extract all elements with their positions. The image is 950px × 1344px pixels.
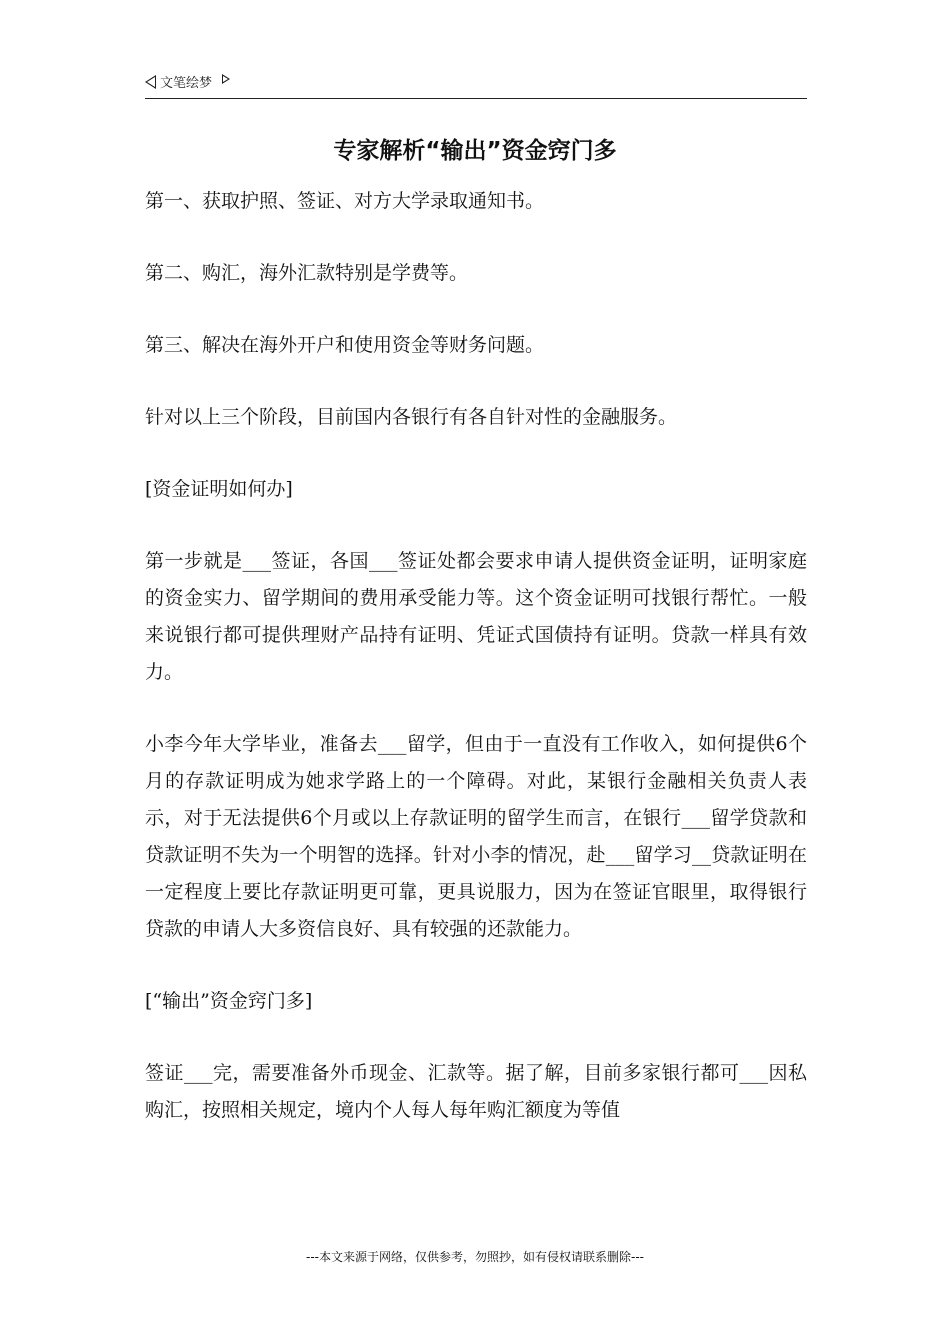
paragraph: 签证___完，需要准备外币现金、汇款等。据了解，目前多家银行都可___因私购汇，按照相关规定，境内个人每人每年购汇额度为等值 bbox=[145, 1062, 807, 1121]
section-heading: [“输出”资金窍门多] bbox=[145, 990, 313, 1012]
paragraph: 第一、获取护照、签证、对方大学录取通知书。 bbox=[145, 190, 545, 212]
triangle-right-icon bbox=[222, 74, 230, 84]
header-text: 文笔绘梦 bbox=[160, 76, 213, 91]
page-header bbox=[145, 72, 807, 99]
paragraph: 针对以上三个阶段，目前国内各银行有各自针对性的金融服务。 bbox=[145, 406, 678, 428]
paragraph: 小李今年大学毕业，准备去___留学，但由于一直没有工作收入，如何提供6个月的存款证明成为她求学路上的一个障碍。对此，某银行金融相关负责人表示，对于无法提供6个月或以上存款证明的留学生而言，在银行___留学贷款和贷款证明不失为一个明智的选择。针对小李的情况，赴___留学习__贷款证明在一定程度上要比存款证明更可靠，更具说服力，因为在签证官眼里，取得银行贷款的申请人大多资信良好、具有较强的还款能力。 bbox=[145, 733, 807, 940]
paragraph: 第三、解决在海外开户和使用资金等财务问题。 bbox=[145, 334, 545, 356]
document-body bbox=[145, 183, 807, 1164]
paragraph: 第一步就是___签证，各国___签证处都会要求申请人提供资金证明，证明家庭的资金实力、留学期间的费用承受能力等。这个资金证明可找银行帮忙。一般来说银行都可提供理财产品持有证明、凭证式国债持有证明。贷款一样具有效力。 bbox=[145, 550, 807, 683]
paragraph: 第二、购汇，海外汇款特别是学费等。 bbox=[145, 262, 469, 284]
section-heading: [资金证明如何办] bbox=[145, 478, 293, 500]
page-footer: ---本文来源于网络，仅供参考，勿照抄，如有侵权请联系删除--- bbox=[306, 1250, 644, 1264]
header-brand bbox=[145, 72, 807, 91]
triangle-left-icon bbox=[145, 75, 156, 89]
document-title: 专家解析“输出”资金窍门多 bbox=[333, 138, 617, 164]
